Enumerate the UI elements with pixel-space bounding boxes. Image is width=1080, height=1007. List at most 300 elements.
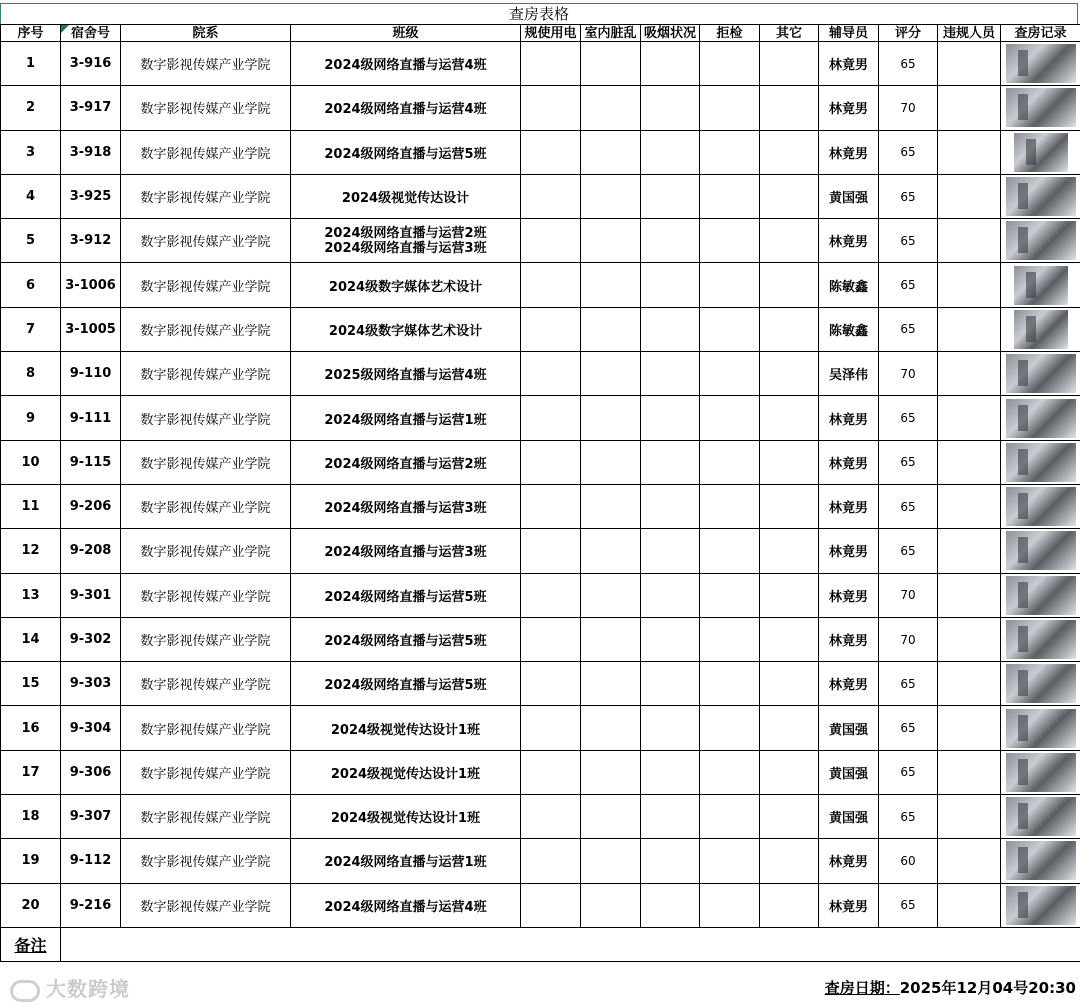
inspection-photo[interactable] [1006,487,1076,526]
refused-cell[interactable] [700,706,760,750]
refused-cell[interactable] [700,307,760,351]
inspection-photo[interactable] [1006,709,1076,748]
table-row [1,130,1080,174]
electricity-cell[interactable] [521,529,581,573]
header-cell: 室内脏乱 [581,25,641,42]
other-cell[interactable] [760,750,819,794]
messy-cell[interactable] [581,396,641,440]
room-number: 9-307 [61,795,121,839]
violator-cell[interactable] [938,440,1001,484]
room-number: 9-111 [61,396,121,440]
violator-cell[interactable] [938,662,1001,706]
table-row [1,662,1080,706]
other-cell[interactable] [760,883,819,927]
refused-cell[interactable] [700,130,760,174]
class-name: 2024级网络直播与运营3班 [291,529,521,573]
row-number: 10 [1,440,61,484]
class-name: 2024级视觉传达设计1班 [291,750,521,794]
header-cell: 查房记录 [1001,25,1080,42]
row-number: 8 [1,352,61,396]
smoking-cell[interactable] [641,883,700,927]
room-number: 9-302 [61,617,121,661]
counselor: 林竟男 [819,42,879,86]
counselor: 黄国强 [819,174,879,218]
electricity-cell[interactable] [521,883,581,927]
class-name: 2024级视觉传达设计1班 [291,706,521,750]
violator-cell[interactable] [938,86,1001,130]
row-number: 18 [1,795,61,839]
score: 60 [879,839,938,883]
room-number: 3-918 [61,130,121,174]
row-number: 7 [1,307,61,351]
department: 数字影视传媒产业学院 [121,307,291,351]
table-row [1,219,1080,263]
messy-cell[interactable] [581,42,641,86]
other-cell[interactable] [760,484,819,528]
inspection-photo[interactable] [1006,354,1076,393]
table-row [1,750,1080,794]
refused-cell[interactable] [700,352,760,396]
table-row [1,174,1080,218]
smoking-cell[interactable] [641,86,700,130]
photo-cell[interactable] [1001,440,1080,484]
electricity-cell[interactable] [521,130,581,174]
messy-cell[interactable] [581,883,641,927]
row-number: 12 [1,529,61,573]
messy-cell[interactable] [581,440,641,484]
inspection-photo[interactable] [1006,886,1076,925]
watermark [10,973,130,1002]
photo-cell[interactable] [1001,662,1080,706]
department: 数字影视传媒产业学院 [121,263,291,307]
room-number: 9-303 [61,662,121,706]
refused-cell[interactable] [700,795,760,839]
other-cell[interactable] [760,706,819,750]
row-number: 1 [1,42,61,86]
electricity-cell[interactable] [521,662,581,706]
table-row [1,839,1080,883]
refused-cell[interactable] [700,263,760,307]
row-number: 6 [1,263,61,307]
messy-cell[interactable] [581,352,641,396]
smoking-cell[interactable] [641,174,700,218]
photo-cell[interactable] [1001,307,1080,351]
date-label: 查房日期： [824,979,900,997]
counselor: 林竟男 [819,573,879,617]
room-number: 9-306 [61,750,121,794]
row-number: 3 [1,130,61,174]
messy-cell[interactable] [581,174,641,218]
messy-cell[interactable] [581,573,641,617]
inspection-photo[interactable] [1006,620,1076,659]
header-cell: 班级 [291,25,521,42]
table-row [1,396,1080,440]
room-number: 3-917 [61,86,121,130]
inspection-photo[interactable] [1006,841,1076,880]
header-cell: 辅导员 [819,25,879,42]
inspection-photo[interactable] [1014,310,1068,349]
photo-cell[interactable] [1001,352,1080,396]
counselor: 林竟男 [819,617,879,661]
photo-cell[interactable] [1001,484,1080,528]
class-name-line: 2024级网络直播与运营3班 [324,240,487,256]
other-cell[interactable] [760,219,819,263]
header-row [1,25,1080,42]
counselor: 黄国强 [819,706,879,750]
refused-cell[interactable] [700,529,760,573]
class-name: 2024级网络直播与运营5班 [291,617,521,661]
photo-cell[interactable] [1001,263,1080,307]
sheet-title: 查房表格 [0,3,1078,24]
photo-cell[interactable] [1001,86,1080,130]
photo-cell[interactable] [1001,795,1080,839]
photo-cell[interactable] [1001,529,1080,573]
smoking-cell[interactable] [641,219,700,263]
electricity-cell[interactable] [521,352,581,396]
score: 65 [879,883,938,927]
electricity-cell[interactable] [521,484,581,528]
refused-cell[interactable] [700,750,760,794]
inspection-photo[interactable] [1006,399,1076,438]
row-number: 5 [1,219,61,263]
table-row [1,352,1080,396]
counselor: 林竟男 [819,130,879,174]
table-row [1,706,1080,750]
smoking-cell[interactable] [641,130,700,174]
refused-cell[interactable] [700,883,760,927]
table-row [1,42,1080,86]
smoking-cell[interactable] [641,396,700,440]
smoking-cell[interactable] [641,484,700,528]
smoking-cell[interactable] [641,263,700,307]
counselor: 林竟男 [819,883,879,927]
header-cell: 院系 [121,25,291,42]
class-name: 2024级网络直播与运营4班 [291,883,521,927]
refused-cell[interactable] [700,396,760,440]
row-number: 17 [1,750,61,794]
header-cell: 违规人员 [938,25,1001,42]
counselor: 林竟男 [819,396,879,440]
smoking-cell[interactable] [641,795,700,839]
row-number: 14 [1,617,61,661]
smoking-cell[interactable] [641,662,700,706]
remarks-cell[interactable] [61,927,1080,961]
room-number: 3-1006 [61,263,121,307]
photo-cell[interactable] [1001,174,1080,218]
electricity-cell[interactable] [521,86,581,130]
other-cell[interactable] [760,307,819,351]
photo-cell[interactable] [1001,130,1080,174]
table-row [1,883,1080,927]
row-number: 9 [1,396,61,440]
inspection-photo[interactable] [1014,266,1068,305]
violator-cell[interactable] [938,795,1001,839]
other-cell[interactable] [760,839,819,883]
inspection-photo[interactable] [1006,576,1076,615]
room-number: 9-206 [61,484,121,528]
photo-cell[interactable] [1001,750,1080,794]
electricity-cell[interactable] [521,307,581,351]
photo-cell[interactable] [1001,883,1080,927]
smoking-cell[interactable] [641,750,700,794]
violator-cell[interactable] [938,42,1001,86]
counselor: 陈敏鑫 [819,263,879,307]
inspection-photo[interactable] [1006,221,1076,260]
other-cell[interactable] [760,662,819,706]
row-number: 2 [1,86,61,130]
photo-cell[interactable] [1001,396,1080,440]
row-number: 20 [1,883,61,927]
smoking-cell[interactable] [641,529,700,573]
header-cell: 序号 [1,25,61,42]
inspection-photo[interactable] [1006,44,1076,83]
score: 65 [879,440,938,484]
counselor: 林竟男 [819,839,879,883]
score: 65 [879,263,938,307]
photo-cell[interactable] [1001,219,1080,263]
electricity-cell[interactable] [521,263,581,307]
counselor: 林竟男 [819,662,879,706]
other-cell[interactable] [760,352,819,396]
smoking-cell[interactable] [641,42,700,86]
header-cell-label: 宿舍号 [70,25,110,41]
violator-cell[interactable] [938,174,1001,218]
header-cell [61,25,121,42]
counselor: 林竟男 [819,219,879,263]
electricity-cell[interactable] [521,617,581,661]
counselor: 吴泽伟 [819,352,879,396]
table-row [1,573,1080,617]
department: 数字影视传媒产业学院 [121,662,291,706]
table-row [1,529,1080,573]
score: 70 [879,86,938,130]
room-number: 3-912 [61,219,121,263]
room-number: 9-301 [61,573,121,617]
inspection-photo[interactable] [1006,664,1076,703]
class-name: 2024级网络直播与运营4班 [291,86,521,130]
photo-cell[interactable] [1001,706,1080,750]
electricity-cell[interactable] [521,440,581,484]
inspection-photo[interactable] [1006,88,1076,127]
table-row [1,307,1080,351]
counselor: 黄国强 [819,750,879,794]
table-row [1,795,1080,839]
table-row [1,617,1080,661]
messy-cell[interactable] [581,263,641,307]
other-cell[interactable] [760,617,819,661]
counselor: 陈敏鑫 [819,307,879,351]
inspection-photo[interactable] [1006,177,1076,216]
messy-cell[interactable] [581,130,641,174]
room-number: 9-216 [61,883,121,927]
class-name: 2024级网络直播与运营1班 [291,839,521,883]
room-number: 9-208 [61,529,121,573]
smoking-cell[interactable] [641,307,700,351]
violator-cell[interactable] [938,529,1001,573]
department: 数字影视传媒产业学院 [121,396,291,440]
messy-cell[interactable] [581,617,641,661]
counselor: 黄国强 [819,795,879,839]
footer [0,967,1080,1007]
electricity-cell[interactable] [521,839,581,883]
class-name: 2024级视觉传达设计 [291,174,521,218]
department: 数字影视传媒产业学院 [121,130,291,174]
inspection-photo[interactable] [1006,443,1076,482]
refused-cell[interactable] [700,484,760,528]
class-name: 2024级网络直播与运营2班 [291,440,521,484]
header-cell: 规使用电 [521,25,581,42]
other-cell[interactable] [760,174,819,218]
score: 70 [879,352,938,396]
class-name: 2025级网络直播与运营4班 [291,352,521,396]
room-number: 3-925 [61,174,121,218]
department: 数字影视传媒产业学院 [121,795,291,839]
date-value: 2025年12月04号20:30 [899,979,1076,997]
department: 数字影视传媒产业学院 [121,573,291,617]
score: 65 [879,174,938,218]
department: 数字影视传媒产业学院 [121,86,291,130]
messy-cell[interactable] [581,706,641,750]
messy-cell[interactable] [581,662,641,706]
score: 65 [879,529,938,573]
photo-cell[interactable] [1001,42,1080,86]
header-cell: 吸烟状况 [641,25,700,42]
class-name-line: 2024级网络直播与运营2班 [324,225,487,241]
messy-cell[interactable] [581,795,641,839]
other-cell[interactable] [760,86,819,130]
electricity-cell[interactable] [521,706,581,750]
refused-cell[interactable] [700,86,760,130]
messy-cell[interactable] [581,307,641,351]
photo-cell[interactable] [1001,573,1080,617]
inspection-photo[interactable] [1006,797,1076,836]
electricity-cell[interactable] [521,573,581,617]
other-cell[interactable] [760,573,819,617]
class-name: 2024级网络直播与运营5班 [291,130,521,174]
other-cell[interactable] [760,130,819,174]
other-cell[interactable] [760,440,819,484]
refused-cell[interactable] [700,440,760,484]
electricity-cell[interactable] [521,795,581,839]
score: 65 [879,307,938,351]
violator-cell[interactable] [938,573,1001,617]
department: 数字影视传媒产业学院 [121,617,291,661]
table-row [1,440,1080,484]
messy-cell[interactable] [581,839,641,883]
counselor: 林竟男 [819,484,879,528]
table-row [1,484,1080,528]
electricity-cell[interactable] [521,396,581,440]
messy-cell[interactable] [581,86,641,130]
class-name: 2024级视觉传达设计1班 [291,795,521,839]
violator-cell[interactable] [938,263,1001,307]
header-cell: 拒检 [700,25,760,42]
refused-cell[interactable] [700,617,760,661]
violator-cell[interactable] [938,484,1001,528]
remarks-row [1,927,1080,961]
smoking-cell[interactable] [641,706,700,750]
room-number: 9-110 [61,352,121,396]
refused-cell[interactable] [700,839,760,883]
counselor: 林竟男 [819,440,879,484]
score: 65 [879,795,938,839]
violator-cell[interactable] [938,706,1001,750]
department: 数字影视传媒产业学院 [121,529,291,573]
inspection-photo[interactable] [1006,753,1076,792]
score: 65 [879,484,938,528]
smoking-cell[interactable] [641,440,700,484]
inspection-photo[interactable] [1014,133,1068,172]
room-number: 3-1005 [61,307,121,351]
other-cell[interactable] [760,529,819,573]
class-name: 2024级数字媒体艺术设计 [291,307,521,351]
messy-cell[interactable] [581,219,641,263]
violator-cell[interactable] [938,396,1001,440]
department: 数字影视传媒产业学院 [121,440,291,484]
photo-cell[interactable] [1001,617,1080,661]
violator-cell[interactable] [938,352,1001,396]
violator-cell[interactable] [938,839,1001,883]
smoking-cell[interactable] [641,573,700,617]
table-row [1,86,1080,130]
inspection-table [0,24,1080,962]
other-cell[interactable] [760,396,819,440]
smoking-cell[interactable] [641,352,700,396]
refused-cell[interactable] [700,662,760,706]
other-cell[interactable] [760,795,819,839]
photo-cell[interactable] [1001,839,1080,883]
score: 70 [879,573,938,617]
smoking-cell[interactable] [641,617,700,661]
department: 数字影视传媒产业学院 [121,706,291,750]
messy-cell[interactable] [581,529,641,573]
violator-cell[interactable] [938,883,1001,927]
score: 65 [879,662,938,706]
electricity-cell[interactable] [521,174,581,218]
score: 65 [879,219,938,263]
row-number: 15 [1,662,61,706]
department: 数字影视传媒产业学院 [121,174,291,218]
smoking-cell[interactable] [641,839,700,883]
violator-cell[interactable] [938,617,1001,661]
room-number: 9-115 [61,440,121,484]
refused-cell[interactable] [700,174,760,218]
score: 65 [879,42,938,86]
inspection-photo[interactable] [1006,531,1076,570]
score: 65 [879,396,938,440]
room-number: 9-112 [61,839,121,883]
counselor: 林竟男 [819,86,879,130]
violator-cell[interactable] [938,130,1001,174]
other-cell[interactable] [760,42,819,86]
refused-cell[interactable] [700,573,760,617]
messy-cell[interactable] [581,484,641,528]
violator-cell[interactable] [938,750,1001,794]
department: 数字影视传媒产业学院 [121,839,291,883]
other-cell[interactable] [760,263,819,307]
room-number: 3-916 [61,42,121,86]
messy-cell[interactable] [581,750,641,794]
electricity-cell[interactable] [521,219,581,263]
class-name: 2024级网络直播与运营3班 [291,484,521,528]
electricity-cell[interactable] [521,750,581,794]
violator-cell[interactable] [938,307,1001,351]
refused-cell[interactable] [700,42,760,86]
violator-cell[interactable] [938,219,1001,263]
refused-cell[interactable] [700,219,760,263]
electricity-cell[interactable] [521,42,581,86]
class-name: 2024级网络直播与运营5班 [291,573,521,617]
